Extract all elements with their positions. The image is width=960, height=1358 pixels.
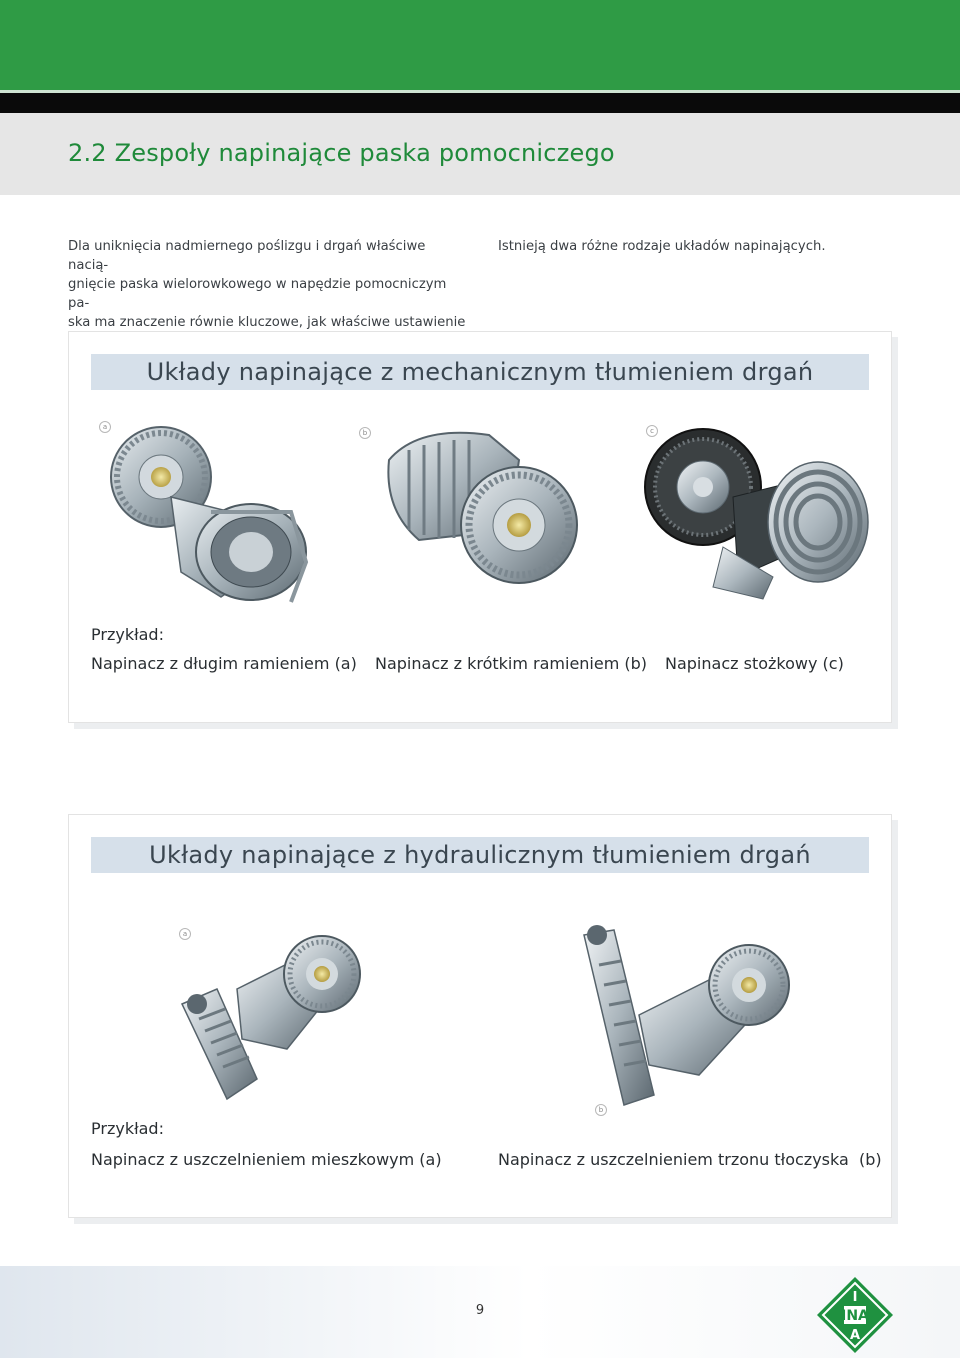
long-arm-tensioner-image bbox=[101, 422, 321, 612]
caption-long-arm: Napinacz z długim ramieniem (a) bbox=[91, 654, 357, 673]
panel-title: Układy napinające z mechanicznym tłumieniem drgań bbox=[146, 358, 814, 386]
figure-letter-c: c bbox=[646, 425, 658, 437]
rod-seal-tensioner-image bbox=[579, 925, 799, 1115]
section-title-band bbox=[0, 113, 960, 195]
logo-letter-bottom: A bbox=[849, 1328, 861, 1343]
panel-title: Układy napinające z hydraulicznym tłumieniem drgań bbox=[149, 841, 811, 869]
top-black-band bbox=[0, 93, 960, 113]
caption-bellows-seal: Napinacz z uszczelnieniem mieszkowym (a) bbox=[91, 1150, 442, 1169]
mechanical-tensioners-panel bbox=[68, 331, 892, 723]
figure-letter-a: a bbox=[179, 928, 191, 940]
conical-tensioner-image bbox=[643, 427, 878, 602]
ina-logo bbox=[816, 1276, 894, 1354]
panel-header bbox=[91, 837, 869, 873]
figure-letter-b: b bbox=[595, 1104, 607, 1116]
top-green-band bbox=[0, 0, 960, 90]
short-arm-tensioner-image bbox=[379, 420, 579, 595]
caption-short-arm: Napinacz z krótkim ramieniem (b) bbox=[375, 654, 648, 673]
intro-line: ska ma znaczenie równie kluczowe, jak właściwe ustawienie bbox=[68, 315, 466, 330]
intro-right-line: Istnieją dwa różne rodzaje układów napinających. bbox=[498, 239, 826, 254]
logo-letter-top: I bbox=[852, 1290, 858, 1305]
figure-letter-b: b bbox=[359, 427, 371, 439]
caption-conical: Napinacz stożkowy (c) bbox=[665, 654, 844, 673]
example-label: Przykład: bbox=[91, 1119, 164, 1138]
intro-line: gnięcie paska wielorowkowego w napędzie pomocniczym pa- bbox=[68, 277, 447, 311]
section-title: 2.2 Zespoły napinające paska pomocniczego bbox=[68, 139, 615, 167]
page-number: 9 bbox=[475, 1303, 485, 1318]
logo-letters-middle: INA bbox=[841, 1308, 869, 1324]
figure-letter-a: a bbox=[99, 421, 111, 433]
caption-rod-seal: Napinacz z uszczelnieniem trzonu tłoczyska (b) bbox=[498, 1150, 882, 1169]
intro-line: Dla uniknięcia nadmiernego poślizgu i drgań właściwe nacią- bbox=[68, 239, 426, 273]
panel-header bbox=[91, 354, 869, 390]
intro-right-text bbox=[498, 237, 898, 256]
example-label: Przykład: bbox=[91, 625, 164, 644]
hydraulic-tensioners-panel bbox=[68, 814, 892, 1218]
bellows-seal-tensioner-image bbox=[177, 929, 362, 1114]
